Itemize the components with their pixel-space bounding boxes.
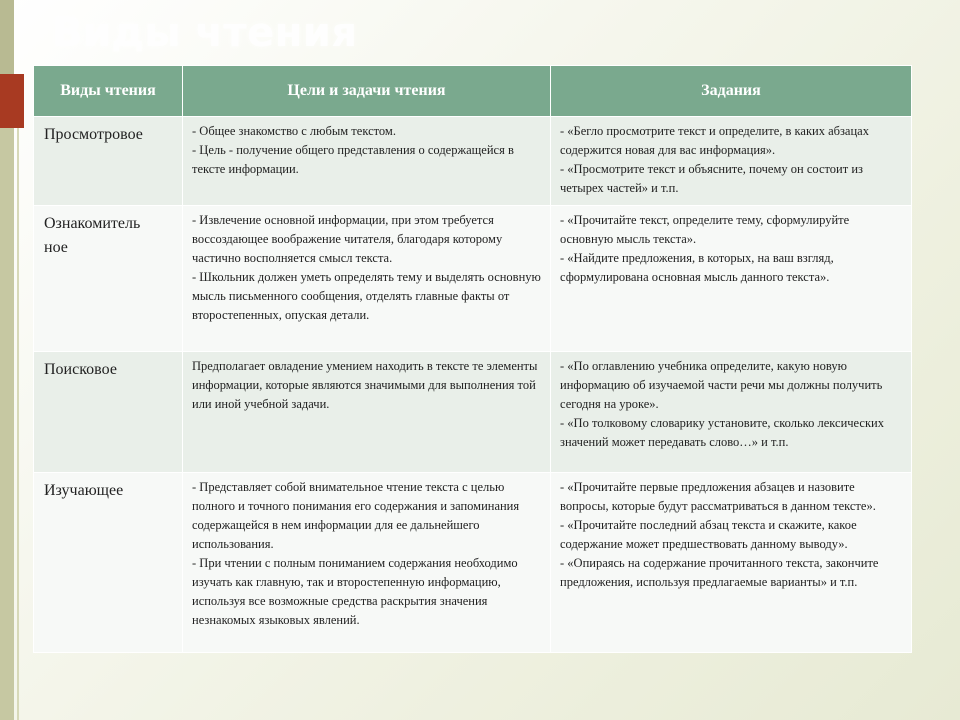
reading-type-cell [34, 117, 183, 206]
goal-item: - Цель - получение общего представления о содержащейся в тексте информации. [192, 143, 514, 176]
header-tasks: Задания [551, 66, 912, 117]
header-reading-types: Виды чтения [34, 66, 183, 117]
task-item: - «Прочитайте первые предложения абзацев и назовите вопросы, которые будут рассматриваться в данном тексте». [560, 480, 876, 513]
task-item: - «По оглавлению учебника определите, какую новую информацию об изучаемой части речи мы должны получить сегодня на уроке». [560, 359, 883, 411]
table-row [34, 352, 912, 473]
table-row [34, 206, 912, 352]
decor-vertical-line [17, 128, 19, 720]
header-goals: Цели и задачи чтения [183, 66, 551, 117]
task-item: - «По толковому словарику установите, сколько лексических значений может передавать слово…» и т.п. [560, 416, 884, 449]
reading-type-cell [34, 473, 183, 653]
reading-type-cell [34, 206, 183, 352]
task-item: - «Прочитайте последний абзац текста и скажите, какое содержание может предшествовать данному выводу». [560, 518, 857, 551]
reading-type-label: Изучающее [44, 482, 124, 499]
goal-item: - Представляет собой внимательное чтение текста с целью полного и точного понимания его содержания и запоминания содержащейся в нем информации для ее дальнейшего использования. [192, 480, 520, 551]
table-row [34, 473, 912, 653]
goals-cell [183, 352, 551, 473]
goal-item: - Извлечение основной информации, при этом требуется воссоздающее воображение читателя, благодаря которому частично восполняется смысл текста. [192, 213, 503, 265]
goal-item: - Школьник должен уметь определять тему и выделять основную мысль письменного сообщения, отделять главные факты от второстепенных, опуская детали. [192, 270, 541, 322]
reading-type-cell [34, 352, 183, 473]
task-item: - «Бегло просмотрите текст и определите, в каких абзацах содержится новая для вас информация». [560, 124, 869, 157]
goal-item: - При чтении с полным пониманием содержания необходимо изучать как главную, так и второстепенную информацию, используя все возможные средства раскрытия значения незнакомых языковых явлений. [192, 556, 518, 627]
tasks-cell [551, 206, 912, 352]
tasks-cell [551, 473, 912, 653]
task-item: - «Найдите предложения, в которых, на ваш взгляд, сформулирована основная мысль данного текста». [560, 251, 834, 284]
goal-item: - Общее знакомство с любым текстом. [192, 124, 396, 138]
goals-cell [183, 117, 551, 206]
task-item: - «Опираясь на содержание прочитанного текста, закончите предложения, используя предлагаемые варианты» и т.п. [560, 556, 879, 589]
table-row [34, 117, 912, 206]
task-item: - «Прочитайте текст, определите тему, сформулируйте основную мысль текста». [560, 213, 850, 246]
slide-title: Виды чтения [52, 10, 358, 56]
red-accent-block [0, 74, 24, 128]
top-decor-band [0, 0, 14, 74]
goals-cell [183, 206, 551, 352]
reading-type-label: Поисковое [44, 361, 117, 378]
tasks-cell [551, 352, 912, 473]
table-header-row [34, 66, 912, 117]
reading-type-label: Ознакомитель [44, 215, 141, 232]
goal-item: Предполагает овладение умением находить в тексте те элементы информации, которые являются значимыми для выполнения той или иной учебной задачи. [192, 359, 538, 411]
goals-cell [183, 473, 551, 653]
reading-type-label: Просмотровое [44, 126, 143, 143]
reading-type-label: ное [44, 239, 68, 256]
task-item: - «Просмотрите текст и объясните, почему он состоит из четырех частей» и т.п. [560, 162, 863, 195]
reading-types-table [33, 65, 912, 653]
tasks-cell [551, 117, 912, 206]
